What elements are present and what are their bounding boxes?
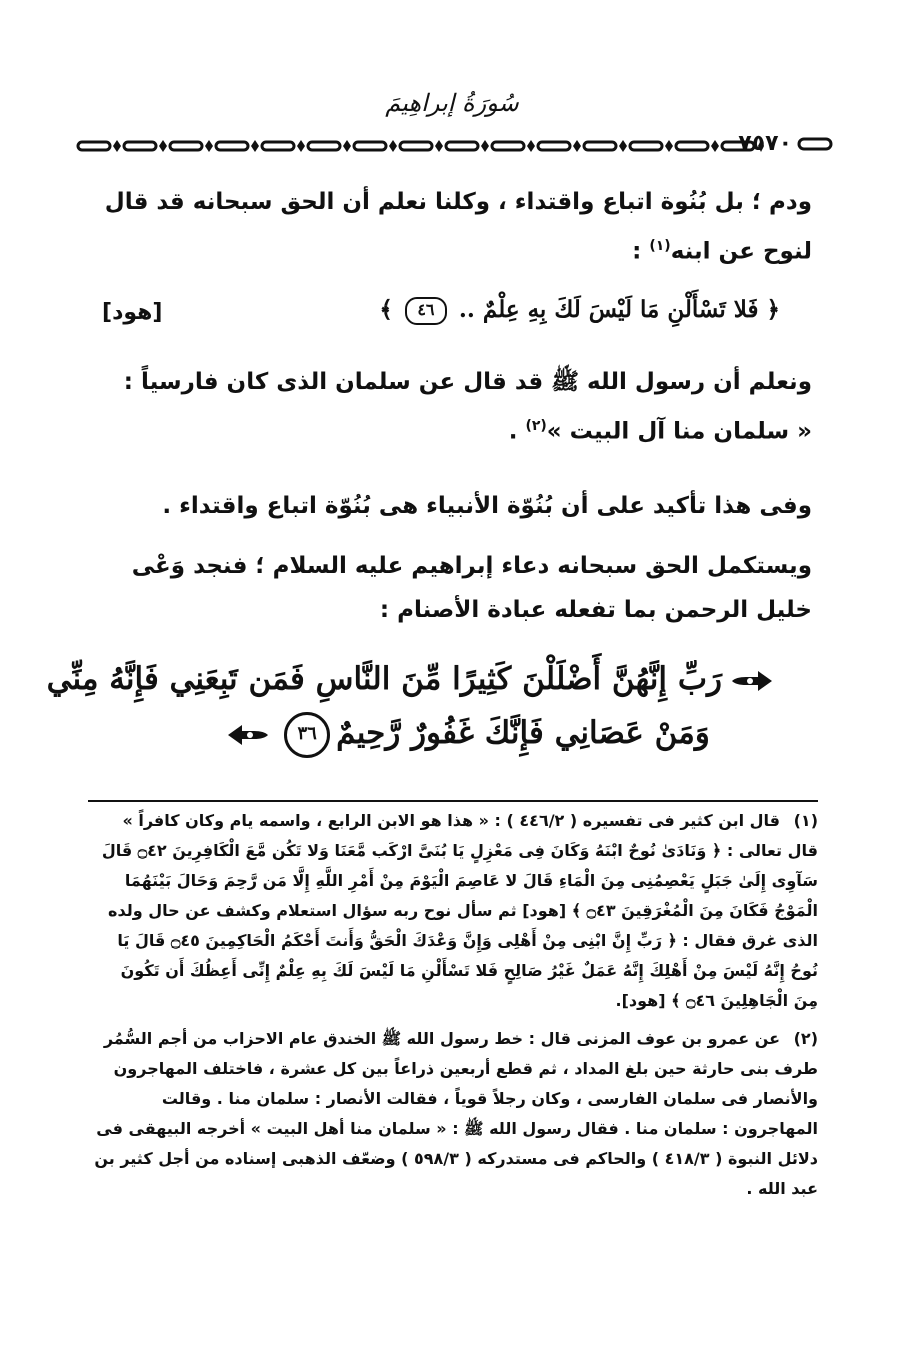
sura-title: سُورَةُ إبراهِيمَ: [385, 89, 519, 117]
paragraph-1-text: ودم ؛ بل بُنُوة اتباع واقتداء ، وكلنا نعلم أن الحق سبحانه قد قال لنوح عن ابنه: [104, 189, 812, 265]
footnote-divider: [88, 800, 818, 802]
footnote-2: [92, 1024, 818, 1204]
footnote-ref-2[interactable]: (٢): [525, 418, 547, 434]
decorative-chain-icon: [74, 140, 764, 152]
paragraph-2-text: ونعلم أن رسول الله ﷺ قد قال عن سلمان الذى كان فارسياً : « سلمان منا آل البيت »: [123, 369, 812, 445]
ornamental-bracket-open-icon: [728, 668, 774, 694]
paragraph-2-end: .: [508, 418, 526, 445]
verse-text: ﴿ فَلا تَسْأَلْنِ مَا لَيْسَ لَكَ بِهِ عِلْمٌ ..: [450, 296, 780, 323]
footnotes: [92, 806, 818, 1212]
quran-line-1-text: رَبِّ إِنَّهُنَّ أَضْلَلْنَ كَثِيرًا مِّنَ النَّاسِ فَمَن تَبِعَنِي فَإِنَّهُ مِنِّي: [46, 661, 722, 697]
ornamental-bracket-close-icon: [226, 722, 272, 748]
footnote-2-text: عن عمرو بن عوف المزنى قال : خط رسول الله ﷺ الخندق عام الاحزاب من أجم السُّمُر طرف بنى حارثة حين بلغ المداد ، ثم قطع أربعين ذراعاً بين كل عشرة ، فاختلف المهاجرون والأنصار فى سلمان الفارسى ، وكان رجلاً قوياً ، فقالت الأنصار : سلمان منا . وقالت المهاجرون : سلمان منا . فقال رسول الله ﷺ : « سلمان منا أهل البيت » أخرجه البيهقى فى دلائل النبوة ( ٤١٨/٣ ) والحاكم فى مستدركه ( ٥٩٨/٣ ) وضعّف الذهبى إسناده من أجل كثير بن عبد الله .: [94, 1029, 818, 1198]
paragraph-2: [102, 360, 812, 454]
quran-line-2-text: وَمَنْ عَصَانِي فَإِنَّكَ غَفُورٌ رَّحِيمٌ: [336, 715, 710, 751]
verse-close-bracket: ﴾: [379, 296, 401, 323]
verse-reference: [هود]: [102, 300, 163, 325]
ayah-number-marker: ٤٦: [405, 297, 447, 325]
quran-line-1: [46, 652, 780, 706]
page-header: [74, 124, 834, 164]
ayah-number-circle: ٣٦: [284, 712, 330, 758]
footnote-1-text: قال ابن كثير فى تفسيره ( ٤٤٦/٢ ) : « هذا هو الابن الرابع ، واسمه يام وكان كافراً » قال تعالى : ﴿ وَنَادَىٰ نُوحٌ ابْنَهُ وَكَانَ فِى مَعْزِلٍ يَا بُنَىَّ ارْكَب مَّعَنَا وَلا تَكُن مَّعَ الْكَافِرِينَ ۝٤٢ قَالَ سَآوِى إِلَىٰ جَبَلٍ يَعْصِمُنِى مِنَ الْمَاءِ قَالَ لا عَاصِمَ الْيَوْمَ مِنْ أَمْرِ اللَّهِ إِلَّا مَن رَّحِمَ وَحَالَ بَيْنَهُمَا الْمَوْجُ فَكَانَ مِنَ الْمُغْرَقِينَ ۝٤٣ ﴾ [هود] ثم سأل نوح ربه سؤال استعلام وكشف عن حال ولده الذى غرق فقال : ﴿ رَبِّ إِنَّ ابْنِى مِنْ أَهْلِى وَإِنَّ وَعْدَكَ الْحَقُّ وَأَنتَ أَحْكَمُ الْحَاكِمِينَ ۝٤٥ قَالَ يَا نُوحُ إِنَّهُ لَيْسَ مِنْ أَهْلِكَ إِنَّهُ عَمَلٌ غَيْرُ صَالِحٍ فَلا تَسْأَلْنِ مَا لَيْسَ لَكَ بِهِ عِلْمٌ إِنِّى أَعِظُكَ أَن تَكُونَ مِنَ الْجَاهِلِينَ ۝٤٦ ﴾ [هود].: [101, 811, 818, 1010]
paragraph-4: ويستكمل الحق سبحانه دعاء إبراهيم عليه السلام ؛ فنجد وَعْى خليل الرحمن بما تفعله عبادة الأصنام :: [131, 553, 812, 623]
footnote-2-number: (٢): [793, 1029, 818, 1048]
chain-end-icon: [796, 134, 834, 154]
footnote-ref-1[interactable]: (١): [649, 238, 671, 254]
footnote-1: [92, 806, 818, 1016]
quran-verse-hud: [350, 288, 780, 332]
paragraph-1-end: :: [632, 238, 650, 265]
footnote-1-number: (١): [793, 811, 818, 830]
quran-line-2: [150, 706, 780, 760]
paragraph-1: [102, 180, 812, 274]
page-number: ٧٥٧٠: [738, 131, 792, 156]
paragraph-3: وفى هذا تأكيد على أن بُنُوّة الأنبياء هى بُنُوّة اتباع واقتداء .: [162, 493, 812, 519]
quran-verse-block: [46, 652, 780, 760]
